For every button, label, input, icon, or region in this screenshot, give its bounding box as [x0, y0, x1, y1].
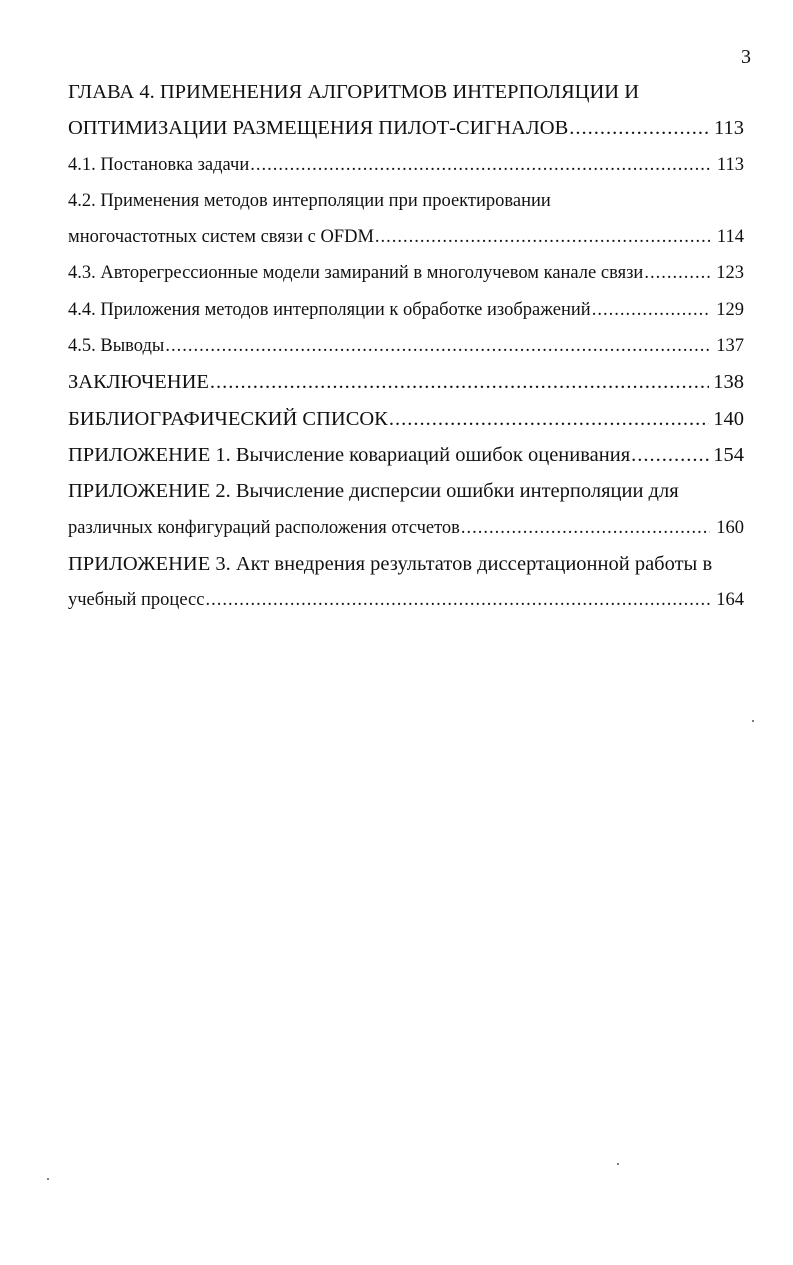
toc-entry-conclusion [68, 364, 744, 400]
toc-entry-section-4-4 [68, 292, 744, 328]
toc-entry-bibliography [68, 401, 744, 437]
toc-page-number: 114 [716, 227, 744, 248]
toc-entry-text: различных конфигураций расположения отсчетов [68, 517, 460, 538]
dot-leader [631, 437, 709, 473]
dot-leader [165, 328, 710, 364]
toc-entry-text: многочастотных систем связи с OFDM [68, 227, 374, 248]
toc-entry-section-4-2-line-1 [68, 183, 744, 219]
dot-leader [210, 364, 709, 400]
dot-leader [375, 219, 710, 255]
toc-entry-text: ПРИЛОЖЕНИЕ 2. Вычисление дисперсии ошибки интерполяции для [68, 480, 679, 503]
toc-entry-text: 4.2. Применения методов интерполяции при проектировании [68, 190, 551, 211]
dot-leader [389, 401, 709, 437]
toc-entry-chapter-4 [68, 110, 744, 146]
toc-entry-text: ОПТИМИЗАЦИИ РАЗМЕЩЕНИЯ ПИЛОТ-СИГНАЛОВ [68, 117, 569, 140]
toc-page-number: 160 [716, 517, 744, 538]
toc-page-number: 154 [713, 443, 744, 466]
scan-speck [752, 720, 754, 722]
dot-leader [644, 255, 710, 291]
toc-entry-text: 4.5. Выводы [68, 336, 165, 357]
toc-entry-text: учебный процесс [68, 590, 205, 611]
toc-page-number: 129 [716, 299, 744, 320]
dot-leader [569, 110, 710, 146]
toc-entry-text: ПРИЛОЖЕНИЕ 1. Вычисление ковариаций ошибок оценивания [68, 443, 631, 466]
toc-entry-text: ГЛАВА 4. ПРИМЕНЕНИЯ АЛГОРИТМОВ ИНТЕРПОЛЯЦИИ И [68, 81, 640, 103]
toc-page-number: 164 [716, 590, 744, 611]
toc-entry-text: 4.4. Приложения методов интерполяции к обработке изображений [68, 299, 591, 320]
dot-leader [250, 147, 710, 183]
toc-entry-appendix-2 [68, 510, 744, 546]
toc-page-number: 123 [716, 263, 744, 284]
toc-entry-section-4-1 [68, 147, 744, 183]
toc-entry-appendix-3 [68, 582, 744, 618]
toc-entry-appendix-2-line-1 [68, 473, 744, 509]
toc-page-number: 138 [713, 371, 744, 394]
table-of-contents [68, 74, 744, 618]
dot-leader [592, 292, 710, 328]
scan-speck [617, 1163, 619, 1165]
toc-entry-section-4-3 [68, 255, 744, 291]
toc-entry-chapter-4-title-line-1 [68, 74, 744, 110]
page-number: 3 [741, 46, 751, 68]
dot-leader [461, 510, 710, 546]
toc-page-number: 113 [714, 117, 744, 140]
toc-page-number: 137 [716, 336, 744, 357]
toc-entry-text: 4.3. Авторегрессионные модели замираний в многолучевом канале связи [68, 263, 644, 284]
toc-entry-section-4-2 [68, 219, 744, 255]
toc-page-number: 113 [716, 154, 744, 175]
dot-leader [205, 582, 710, 618]
toc-entry-text: БИБЛИОГРАФИЧЕСКИЙ СПИСОК [68, 407, 388, 430]
toc-entry-appendix-3-line-1 [68, 546, 744, 582]
toc-page-number: 140 [713, 407, 744, 430]
toc-entry-text: 4.1. Постановка задачи [68, 154, 250, 175]
scan-speck [47, 1178, 49, 1180]
toc-entry-text: ЗАКЛЮЧЕНИЕ [68, 371, 209, 394]
toc-entry-text: ПРИЛОЖЕНИЕ 3. Акт внедрения результатов диссертационной работы в [68, 552, 713, 575]
toc-entry-section-4-5 [68, 328, 744, 364]
toc-entry-appendix-1 [68, 437, 744, 473]
